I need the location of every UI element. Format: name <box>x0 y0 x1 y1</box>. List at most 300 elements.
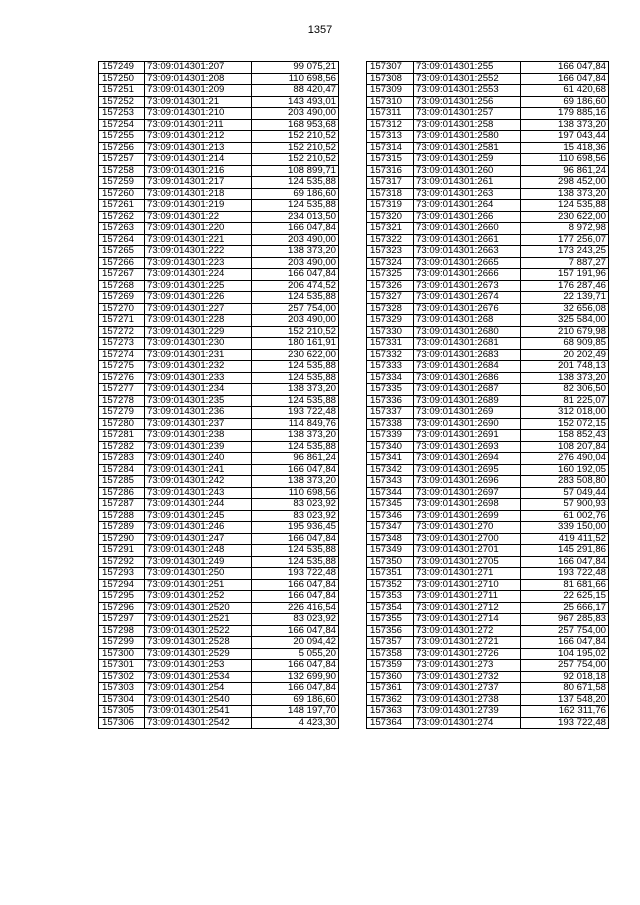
row-number-cell: 157269 <box>99 292 145 304</box>
table-row <box>367 556 609 568</box>
cadastral-number-cell: 73:09:014301:266 <box>414 211 521 223</box>
table-row <box>99 269 339 281</box>
cadastral-number-cell: 73:09:014301:2687 <box>414 384 521 396</box>
row-number-cell: 157289 <box>99 522 145 534</box>
cadastral-value-cell: 145 291,86 <box>521 545 609 557</box>
row-number-cell: 157287 <box>99 499 145 511</box>
row-number-cell: 157298 <box>99 625 145 637</box>
row-number-cell: 157259 <box>99 177 145 189</box>
row-number-cell: 157291 <box>99 545 145 557</box>
cadastral-number-cell: 73:09:014301:271 <box>414 568 521 580</box>
cadastral-value-cell: 22 625,15 <box>521 591 609 603</box>
row-number-cell: 157354 <box>367 602 414 614</box>
cadastral-value-cell: 180 161,91 <box>252 338 339 350</box>
table-row <box>367 349 609 361</box>
cadastral-value-cell: 193 722,48 <box>252 407 339 419</box>
cadastral-number-cell: 73:09:014301:209 <box>145 85 252 97</box>
table-row <box>99 372 339 384</box>
row-number-cell: 157338 <box>367 418 414 430</box>
row-number-cell: 157335 <box>367 384 414 396</box>
row-number-cell: 157255 <box>99 131 145 143</box>
cadastral-number-cell: 73:09:014301:251 <box>145 579 252 591</box>
cadastral-value-cell: 80 671,58 <box>521 683 609 695</box>
table-row <box>367 119 609 131</box>
row-number-cell: 157301 <box>99 660 145 672</box>
cadastral-value-cell: 138 373,20 <box>252 384 339 396</box>
row-number-cell: 157304 <box>99 694 145 706</box>
table-row <box>367 625 609 637</box>
table-row <box>99 418 339 430</box>
row-number-cell: 157358 <box>367 648 414 660</box>
cadastral-number-cell: 73:09:014301:2684 <box>414 361 521 373</box>
table-row <box>99 131 339 143</box>
table-row <box>367 476 609 488</box>
cadastral-value-cell: 152 210,52 <box>252 326 339 338</box>
cadastral-number-cell: 73:09:014301:239 <box>145 441 252 453</box>
row-number-cell: 157285 <box>99 476 145 488</box>
table-row <box>99 119 339 131</box>
cadastral-number-cell: 73:09:014301:213 <box>145 142 252 154</box>
cadastral-number-cell: 73:09:014301:214 <box>145 154 252 166</box>
row-number-cell: 157274 <box>99 349 145 361</box>
row-number-cell: 157297 <box>99 614 145 626</box>
cadastral-number-cell: 73:09:014301:269 <box>414 407 521 419</box>
table-row <box>99 349 339 361</box>
cadastral-value-cell: 57 049,44 <box>521 487 609 499</box>
cadastral-value-cell: 25 666,17 <box>521 602 609 614</box>
row-number-cell: 157275 <box>99 361 145 373</box>
cadastral-number-cell: 73:09:014301:224 <box>145 269 252 281</box>
cadastral-number-cell: 73:09:014301:244 <box>145 499 252 511</box>
row-number-cell: 157258 <box>99 165 145 177</box>
cadastral-value-cell: 138 373,20 <box>252 430 339 442</box>
cadastral-value-cell: 179 885,16 <box>521 108 609 120</box>
cadastral-value-cell: 158 852,43 <box>521 430 609 442</box>
table-row <box>367 165 609 177</box>
row-number-cell: 157321 <box>367 223 414 235</box>
row-number-cell: 157336 <box>367 395 414 407</box>
table-row <box>99 476 339 488</box>
cadastral-value-cell: 276 490,04 <box>521 453 609 465</box>
table-row <box>367 591 609 603</box>
cadastral-value-cell: 138 373,20 <box>252 476 339 488</box>
cadastral-number-cell: 73:09:014301:2732 <box>414 671 521 683</box>
table-row <box>367 384 609 396</box>
table-row <box>367 602 609 614</box>
cadastral-value-cell: 124 535,88 <box>521 200 609 212</box>
cadastral-value-cell: 195 936,45 <box>252 522 339 534</box>
cadastral-value-cell: 61 420,68 <box>521 85 609 97</box>
right-table-body <box>367 62 609 729</box>
row-number-cell: 157252 <box>99 96 145 108</box>
row-number-cell: 157288 <box>99 510 145 522</box>
table-row <box>99 142 339 154</box>
row-number-cell: 157319 <box>367 200 414 212</box>
cadastral-value-cell: 967 285,83 <box>521 614 609 626</box>
table-row <box>99 453 339 465</box>
row-number-cell: 157318 <box>367 188 414 200</box>
cadastral-value-cell: 230 622,00 <box>252 349 339 361</box>
cadastral-number-cell: 73:09:014301:2521 <box>145 614 252 626</box>
cadastral-number-cell: 73:09:014301:264 <box>414 200 521 212</box>
table-row <box>99 464 339 476</box>
row-number-cell: 157306 <box>99 717 145 729</box>
row-number-cell: 157262 <box>99 211 145 223</box>
cadastral-value-cell: 312 018,00 <box>521 407 609 419</box>
cadastral-value-cell: 173 243,25 <box>521 246 609 258</box>
cadastral-value-cell: 197 043,44 <box>521 131 609 143</box>
cadastral-value-cell: 124 535,88 <box>252 395 339 407</box>
row-number-cell: 157278 <box>99 395 145 407</box>
table-row <box>99 430 339 442</box>
row-number-cell: 157325 <box>367 269 414 281</box>
cadastral-value-cell: 5 055,20 <box>252 648 339 660</box>
cadastral-number-cell: 73:09:014301:2542 <box>145 717 252 729</box>
cadastral-number-cell: 73:09:014301:250 <box>145 568 252 580</box>
table-row <box>367 200 609 212</box>
cadastral-value-cell: 8 972,98 <box>521 223 609 235</box>
table-row <box>367 211 609 223</box>
cadastral-value-cell: 166 047,84 <box>252 579 339 591</box>
row-number-cell: 157296 <box>99 602 145 614</box>
cadastral-value-cell: 81 681,66 <box>521 579 609 591</box>
cadastral-number-cell: 73:09:014301:2711 <box>414 591 521 603</box>
row-number-cell: 157324 <box>367 257 414 269</box>
table-row <box>99 441 339 453</box>
table-row <box>367 441 609 453</box>
cadastral-value-cell: 69 186,60 <box>252 188 339 200</box>
table-row <box>367 430 609 442</box>
cadastral-value-cell: 88 420,47 <box>252 85 339 97</box>
cadastral-number-cell: 73:09:014301:2580 <box>414 131 521 143</box>
table-row <box>367 131 609 143</box>
cadastral-number-cell: 73:09:014301:211 <box>145 119 252 131</box>
row-number-cell: 157317 <box>367 177 414 189</box>
cadastral-number-cell: 73:09:014301:246 <box>145 522 252 534</box>
cadastral-value-cell: 325 584,00 <box>521 315 609 327</box>
cadastral-number-cell: 73:09:014301:2738 <box>414 694 521 706</box>
row-number-cell: 157315 <box>367 154 414 166</box>
cadastral-value-cell: 124 535,88 <box>252 361 339 373</box>
cadastral-number-cell: 73:09:014301:247 <box>145 533 252 545</box>
cadastral-number-cell: 73:09:014301:243 <box>145 487 252 499</box>
table-row <box>367 85 609 97</box>
cadastral-number-cell: 73:09:014301:2721 <box>414 637 521 649</box>
table-row <box>367 361 609 373</box>
cadastral-value-cell: 226 416,54 <box>252 602 339 614</box>
table-row <box>367 372 609 384</box>
cadastral-number-cell: 73:09:014301:268 <box>414 315 521 327</box>
cadastral-number-cell: 73:09:014301:270 <box>414 522 521 534</box>
table-row <box>367 614 609 626</box>
cadastral-number-cell: 73:09:014301:253 <box>145 660 252 672</box>
cadastral-number-cell: 73:09:014301:234 <box>145 384 252 396</box>
row-number-cell: 157260 <box>99 188 145 200</box>
row-number-cell: 157327 <box>367 292 414 304</box>
cadastral-value-cell: 152 072,15 <box>521 418 609 430</box>
cadastral-value-cell: 206 474,52 <box>252 280 339 292</box>
cadastral-number-cell: 73:09:014301:2528 <box>145 637 252 649</box>
table-row <box>367 648 609 660</box>
table-row <box>99 303 339 315</box>
table-row <box>99 223 339 235</box>
cadastral-number-cell: 73:09:014301:257 <box>414 108 521 120</box>
cadastral-number-cell: 73:09:014301:2553 <box>414 85 521 97</box>
row-number-cell: 157340 <box>367 441 414 453</box>
table-row <box>99 510 339 522</box>
cadastral-value-cell: 193 722,48 <box>521 717 609 729</box>
row-number-cell: 157333 <box>367 361 414 373</box>
row-number-cell: 157320 <box>367 211 414 223</box>
row-number-cell: 157353 <box>367 591 414 603</box>
table-row <box>367 671 609 683</box>
row-number-cell: 157352 <box>367 579 414 591</box>
cadastral-value-cell: 124 535,88 <box>252 177 339 189</box>
cadastral-number-cell: 73:09:014301:245 <box>145 510 252 522</box>
cadastral-value-cell: 166 047,84 <box>252 660 339 672</box>
cadastral-value-cell: 152 210,52 <box>252 131 339 143</box>
cadastral-number-cell: 73:09:014301:228 <box>145 315 252 327</box>
cadastral-value-cell: 108 899,71 <box>252 165 339 177</box>
table-row <box>99 165 339 177</box>
row-number-cell: 157308 <box>367 73 414 85</box>
cadastral-value-cell: 203 490,00 <box>252 234 339 246</box>
row-number-cell: 157305 <box>99 706 145 718</box>
cadastral-number-cell: 73:09:014301:2701 <box>414 545 521 557</box>
cadastral-value-cell: 110 698,56 <box>252 487 339 499</box>
table-row <box>99 280 339 292</box>
row-number-cell: 157253 <box>99 108 145 120</box>
cadastral-value-cell: 166 047,84 <box>521 556 609 568</box>
row-number-cell: 157311 <box>367 108 414 120</box>
table-row <box>99 533 339 545</box>
cadastral-number-cell: 73:09:014301:237 <box>145 418 252 430</box>
row-number-cell: 157251 <box>99 85 145 97</box>
cadastral-value-cell: 166 047,84 <box>252 591 339 603</box>
table-row <box>367 303 609 315</box>
table-row <box>367 257 609 269</box>
cadastral-value-cell: 230 622,00 <box>521 211 609 223</box>
cadastral-value-cell: 193 722,48 <box>521 568 609 580</box>
cadastral-value-cell: 257 754,00 <box>521 625 609 637</box>
table-row <box>99 579 339 591</box>
cadastral-number-cell: 73:09:014301:2710 <box>414 579 521 591</box>
cadastral-number-cell: 73:09:014301:261 <box>414 177 521 189</box>
cadastral-number-cell: 73:09:014301:2690 <box>414 418 521 430</box>
cadastral-value-cell: 137 548,20 <box>521 694 609 706</box>
row-number-cell: 157272 <box>99 326 145 338</box>
cadastral-value-cell: 177 256,07 <box>521 234 609 246</box>
row-number-cell: 157356 <box>367 625 414 637</box>
row-number-cell: 157357 <box>367 637 414 649</box>
row-number-cell: 157316 <box>367 165 414 177</box>
row-number-cell: 157280 <box>99 418 145 430</box>
row-number-cell: 157294 <box>99 579 145 591</box>
table-row <box>367 326 609 338</box>
table-row <box>367 315 609 327</box>
cadastral-number-cell: 73:09:014301:2665 <box>414 257 521 269</box>
cadastral-value-cell: 69 186,60 <box>252 694 339 706</box>
cadastral-value-cell: 108 207,84 <box>521 441 609 453</box>
row-number-cell: 157283 <box>99 453 145 465</box>
row-number-cell: 157355 <box>367 614 414 626</box>
cadastral-number-cell: 73:09:014301:235 <box>145 395 252 407</box>
row-number-cell: 157328 <box>367 303 414 315</box>
cadastral-number-cell: 73:09:014301:208 <box>145 73 252 85</box>
row-number-cell: 157323 <box>367 246 414 258</box>
cadastral-number-cell: 73:09:014301:2666 <box>414 269 521 281</box>
cadastral-value-cell: 99 075,21 <box>252 62 339 74</box>
cadastral-number-cell: 73:09:014301:217 <box>145 177 252 189</box>
table-row <box>367 407 609 419</box>
row-number-cell: 157337 <box>367 407 414 419</box>
right-register-table <box>366 61 609 729</box>
row-number-cell: 157341 <box>367 453 414 465</box>
row-number-cell: 157290 <box>99 533 145 545</box>
table-row <box>367 234 609 246</box>
cadastral-value-cell: 138 373,20 <box>252 246 339 258</box>
cadastral-number-cell: 73:09:014301:240 <box>145 453 252 465</box>
table-row <box>367 579 609 591</box>
row-number-cell: 157346 <box>367 510 414 522</box>
table-row <box>99 648 339 660</box>
row-number-cell: 157263 <box>99 223 145 235</box>
cadastral-number-cell: 73:09:014301:223 <box>145 257 252 269</box>
cadastral-value-cell: 201 748,13 <box>521 361 609 373</box>
cadastral-number-cell: 73:09:014301:2696 <box>414 476 521 488</box>
cadastral-number-cell: 73:09:014301:216 <box>145 165 252 177</box>
cadastral-value-cell: 166 047,84 <box>521 73 609 85</box>
cadastral-value-cell: 124 535,88 <box>252 545 339 557</box>
cadastral-number-cell: 73:09:014301:2698 <box>414 499 521 511</box>
cadastral-number-cell: 73:09:014301:227 <box>145 303 252 315</box>
table-row <box>99 361 339 373</box>
row-number-cell: 157250 <box>99 73 145 85</box>
table-row <box>99 591 339 603</box>
row-number-cell: 157276 <box>99 372 145 384</box>
table-row <box>367 717 609 729</box>
row-number-cell: 157256 <box>99 142 145 154</box>
row-number-cell: 157351 <box>367 568 414 580</box>
table-row <box>367 223 609 235</box>
table-row <box>99 660 339 672</box>
cadastral-number-cell: 73:09:014301:255 <box>414 62 521 74</box>
cadastral-number-cell: 73:09:014301:241 <box>145 464 252 476</box>
cadastral-number-cell: 73:09:014301:2714 <box>414 614 521 626</box>
table-row <box>99 188 339 200</box>
row-number-cell: 157265 <box>99 246 145 258</box>
cadastral-value-cell: 124 535,88 <box>252 556 339 568</box>
row-number-cell: 157364 <box>367 717 414 729</box>
row-number-cell: 157307 <box>367 62 414 74</box>
cadastral-value-cell: 57 900,93 <box>521 499 609 511</box>
row-number-cell: 157322 <box>367 234 414 246</box>
cadastral-number-cell: 73:09:014301:252 <box>145 591 252 603</box>
cadastral-value-cell: 166 047,84 <box>252 269 339 281</box>
table-row <box>367 706 609 718</box>
row-number-cell: 157254 <box>99 119 145 131</box>
cadastral-number-cell: 73:09:014301:2683 <box>414 349 521 361</box>
table-row <box>99 211 339 223</box>
cadastral-value-cell: 143 493,01 <box>252 96 339 108</box>
cadastral-value-cell: 148 197,70 <box>252 706 339 718</box>
cadastral-number-cell: 73:09:014301:249 <box>145 556 252 568</box>
cadastral-number-cell: 73:09:014301:207 <box>145 62 252 74</box>
cadastral-value-cell: 166 047,84 <box>252 533 339 545</box>
cadastral-value-cell: 82 306,50 <box>521 384 609 396</box>
cadastral-value-cell: 7 887,27 <box>521 257 609 269</box>
cadastral-number-cell: 73:09:014301:2663 <box>414 246 521 258</box>
row-number-cell: 157309 <box>367 85 414 97</box>
cadastral-number-cell: 73:09:014301:212 <box>145 131 252 143</box>
table-row <box>99 487 339 499</box>
table-row <box>99 326 339 338</box>
row-number-cell: 157345 <box>367 499 414 511</box>
table-row <box>99 257 339 269</box>
cadastral-value-cell: 203 490,00 <box>252 257 339 269</box>
cadastral-value-cell: 339 150,00 <box>521 522 609 534</box>
cadastral-number-cell: 73:09:014301:2686 <box>414 372 521 384</box>
table-row <box>99 108 339 120</box>
row-number-cell: 157257 <box>99 154 145 166</box>
cadastral-value-cell: 283 508,80 <box>521 476 609 488</box>
cadastral-number-cell: 73:09:014301:2540 <box>145 694 252 706</box>
table-row <box>99 694 339 706</box>
table-row <box>99 315 339 327</box>
cadastral-number-cell: 73:09:014301:260 <box>414 165 521 177</box>
table-row <box>367 683 609 695</box>
table-row <box>367 292 609 304</box>
table-row <box>367 177 609 189</box>
cadastral-number-cell: 73:09:014301:2673 <box>414 280 521 292</box>
row-number-cell: 157261 <box>99 200 145 212</box>
cadastral-value-cell: 83 023,92 <box>252 510 339 522</box>
cadastral-number-cell: 73:09:014301:273 <box>414 660 521 672</box>
cadastral-number-cell: 73:09:014301:2674 <box>414 292 521 304</box>
cadastral-number-cell: 73:09:014301:220 <box>145 223 252 235</box>
cadastral-value-cell: 132 699,90 <box>252 671 339 683</box>
row-number-cell: 157286 <box>99 487 145 499</box>
cadastral-value-cell: 166 047,84 <box>252 223 339 235</box>
cadastral-number-cell: 73:09:014301:230 <box>145 338 252 350</box>
cadastral-value-cell: 124 535,88 <box>252 200 339 212</box>
cadastral-number-cell: 73:09:014301:2737 <box>414 683 521 695</box>
row-number-cell: 157342 <box>367 464 414 476</box>
row-number-cell: 157363 <box>367 706 414 718</box>
table-row <box>367 487 609 499</box>
cadastral-value-cell: 166 047,84 <box>252 683 339 695</box>
row-number-cell: 157326 <box>367 280 414 292</box>
row-number-cell: 157249 <box>99 62 145 74</box>
row-number-cell: 157267 <box>99 269 145 281</box>
row-number-cell: 157264 <box>99 234 145 246</box>
table-row <box>367 269 609 281</box>
row-number-cell: 157313 <box>367 131 414 143</box>
table-row <box>367 62 609 74</box>
table-row <box>367 660 609 672</box>
row-number-cell: 157293 <box>99 568 145 580</box>
table-row <box>99 292 339 304</box>
cadastral-number-cell: 73:09:014301:2660 <box>414 223 521 235</box>
cadastral-number-cell: 73:09:014301:2534 <box>145 671 252 683</box>
cadastral-value-cell: 20 202,49 <box>521 349 609 361</box>
row-number-cell: 157310 <box>367 96 414 108</box>
page-number: 1357 <box>307 24 333 36</box>
cadastral-value-cell: 176 287,46 <box>521 280 609 292</box>
cadastral-number-cell: 73:09:014301:221 <box>145 234 252 246</box>
cadastral-value-cell: 257 754,00 <box>252 303 339 315</box>
cadastral-number-cell: 73:09:014301:272 <box>414 625 521 637</box>
